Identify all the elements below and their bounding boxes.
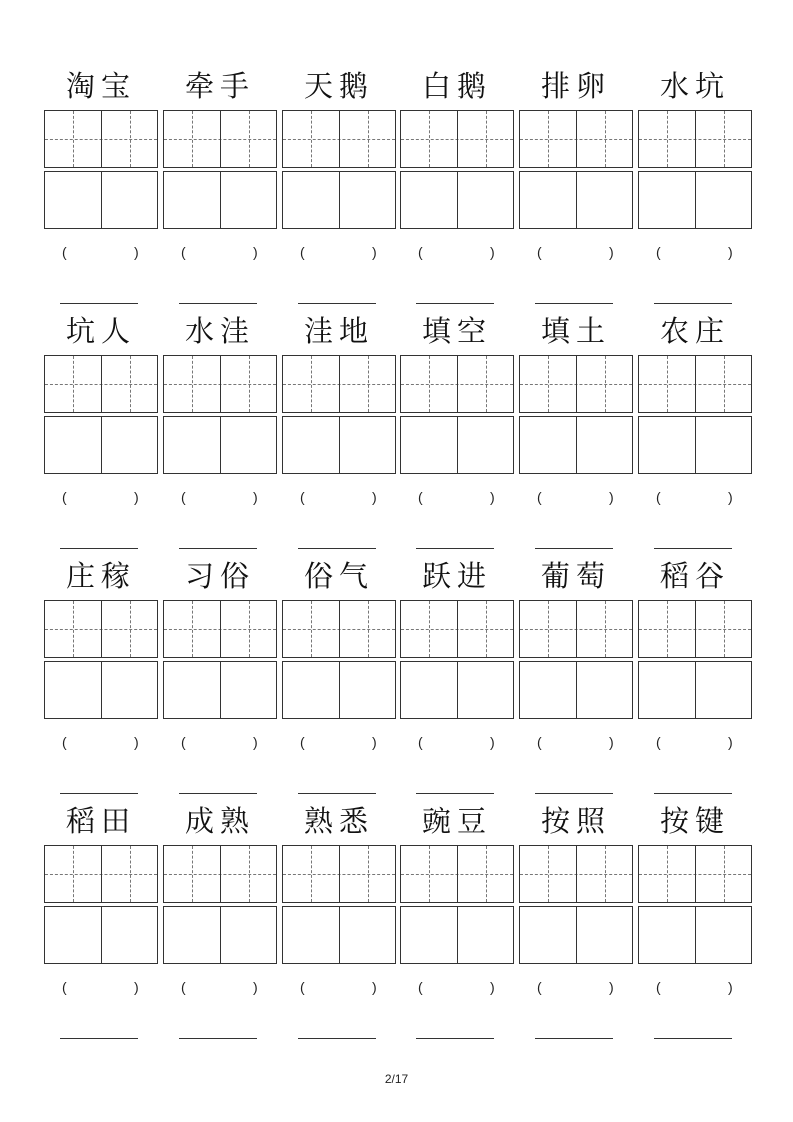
answer-blank-line[interactable] <box>654 548 732 549</box>
square-writing-grid[interactable] <box>519 661 633 719</box>
answer-blank-line[interactable] <box>60 548 138 549</box>
close-bracket: ) <box>372 489 377 505</box>
grid-divider <box>457 111 458 167</box>
square-writing-grid[interactable] <box>163 661 277 719</box>
answer-blank-line[interactable] <box>654 793 732 794</box>
word-cell <box>163 556 277 801</box>
square-writing-grid[interactable] <box>282 171 396 229</box>
close-bracket: ) <box>134 489 139 505</box>
close-bracket: ) <box>490 734 495 750</box>
answer-blank-line[interactable] <box>416 548 494 549</box>
tianzige-writing-grid[interactable] <box>163 845 277 903</box>
vocabulary-word: 稻谷 <box>659 559 730 593</box>
answer-blank-line[interactable] <box>179 1038 257 1039</box>
open-bracket: ( <box>537 734 542 750</box>
open-bracket: ( <box>181 244 186 260</box>
square-writing-grid[interactable] <box>638 906 752 964</box>
pinyin-answer-brackets[interactable] <box>44 489 158 509</box>
close-bracket: ) <box>372 979 377 995</box>
tianzige-writing-grid[interactable] <box>400 600 514 658</box>
close-bracket: ) <box>134 734 139 750</box>
word-cell <box>44 556 158 801</box>
pinyin-answer-brackets[interactable] <box>519 734 633 754</box>
close-bracket: ) <box>253 244 258 260</box>
word-cell <box>400 66 514 311</box>
square-writing-grid[interactable] <box>282 416 396 474</box>
square-writing-grid[interactable] <box>400 416 514 474</box>
grid-divider <box>339 417 340 473</box>
close-bracket: ) <box>728 489 733 505</box>
vocabulary-word: 豌豆 <box>421 804 492 838</box>
vocabulary-word: 填空 <box>421 314 492 348</box>
grid-divider <box>576 907 577 963</box>
pinyin-answer-brackets[interactable] <box>638 979 752 999</box>
open-bracket: ( <box>62 489 67 505</box>
word-cell <box>163 801 277 1046</box>
pinyin-answer-brackets[interactable] <box>400 734 514 754</box>
tianzige-writing-grid[interactable] <box>638 845 752 903</box>
tianzige-writing-grid[interactable] <box>400 845 514 903</box>
answer-blank-line[interactable] <box>654 303 732 304</box>
close-bracket: ) <box>134 244 139 260</box>
vocabulary-word: 按键 <box>659 804 730 838</box>
answer-blank-line[interactable] <box>416 793 494 794</box>
grid-divider <box>457 846 458 902</box>
grid-divider <box>576 172 577 228</box>
square-writing-grid[interactable] <box>519 906 633 964</box>
word-cell <box>282 556 396 801</box>
grid-divider <box>220 907 221 963</box>
tianzige-writing-grid[interactable] <box>282 845 396 903</box>
grid-divider <box>339 111 340 167</box>
open-bracket: ( <box>418 979 423 995</box>
answer-blank-line[interactable] <box>416 303 494 304</box>
answer-blank-line[interactable] <box>60 1038 138 1039</box>
square-writing-grid[interactable] <box>638 661 752 719</box>
page-number: 2/17 <box>384 1072 409 1086</box>
vocabulary-word: 俗气 <box>303 559 374 593</box>
grid-divider <box>695 356 696 412</box>
tianzige-writing-grid[interactable] <box>638 110 752 168</box>
word-cell <box>400 801 514 1046</box>
vocabulary-word: 白鹅 <box>421 69 492 103</box>
close-bracket: ) <box>253 979 258 995</box>
word-cell <box>282 311 396 556</box>
answer-blank-line[interactable] <box>535 1038 613 1039</box>
vocabulary-word: 习俗 <box>184 559 255 593</box>
grid-divider <box>695 111 696 167</box>
vocabulary-word: 填土 <box>540 314 611 348</box>
square-writing-grid[interactable] <box>44 171 158 229</box>
grid-divider <box>339 601 340 657</box>
grid-divider <box>220 601 221 657</box>
grid-divider <box>339 846 340 902</box>
square-writing-grid[interactable] <box>400 906 514 964</box>
open-bracket: ( <box>418 734 423 750</box>
tianzige-writing-grid[interactable] <box>282 110 396 168</box>
grid-divider <box>101 601 102 657</box>
square-writing-grid[interactable] <box>282 906 396 964</box>
grid-divider <box>457 662 458 718</box>
close-bracket: ) <box>728 979 733 995</box>
pinyin-answer-brackets[interactable] <box>163 979 277 999</box>
pinyin-answer-brackets[interactable] <box>282 489 396 509</box>
open-bracket: ( <box>656 244 661 260</box>
pinyin-answer-brackets[interactable] <box>519 979 633 999</box>
grid-divider <box>576 417 577 473</box>
vocabulary-word: 熟悉 <box>303 804 374 838</box>
vocabulary-word: 排卵 <box>540 69 611 103</box>
pinyin-answer-brackets[interactable] <box>44 979 158 999</box>
square-writing-grid[interactable] <box>44 906 158 964</box>
vocabulary-word: 坑人 <box>65 314 136 348</box>
answer-blank-line[interactable] <box>298 1038 376 1039</box>
open-bracket: ( <box>300 979 305 995</box>
grid-divider <box>339 662 340 718</box>
square-writing-grid[interactable] <box>163 906 277 964</box>
vocabulary-word: 淘宝 <box>65 69 136 103</box>
tianzige-writing-grid[interactable] <box>44 355 158 413</box>
answer-blank-line[interactable] <box>535 793 613 794</box>
pinyin-answer-brackets[interactable] <box>638 489 752 509</box>
vocabulary-word: 水坑 <box>659 69 730 103</box>
vocabulary-word: 天鹅 <box>303 69 374 103</box>
answer-blank-line[interactable] <box>298 548 376 549</box>
word-cell <box>519 801 633 1046</box>
word-cell <box>638 801 752 1046</box>
answer-blank-line[interactable] <box>179 793 257 794</box>
tianzige-writing-grid[interactable] <box>163 110 277 168</box>
tianzige-writing-grid[interactable] <box>44 600 158 658</box>
grid-divider <box>101 662 102 718</box>
word-cell <box>163 66 277 311</box>
tianzige-writing-grid[interactable] <box>519 355 633 413</box>
word-row-2 <box>44 311 756 556</box>
grid-divider <box>576 601 577 657</box>
close-bracket: ) <box>609 489 614 505</box>
vocabulary-word: 农庄 <box>659 314 730 348</box>
close-bracket: ) <box>490 979 495 995</box>
pinyin-answer-brackets[interactable] <box>163 734 277 754</box>
square-writing-grid[interactable] <box>519 416 633 474</box>
square-writing-grid[interactable] <box>638 416 752 474</box>
grid-divider <box>220 356 221 412</box>
grid-divider <box>220 417 221 473</box>
word-cell <box>519 311 633 556</box>
pinyin-answer-brackets[interactable] <box>282 244 396 264</box>
answer-blank-line[interactable] <box>535 548 613 549</box>
grid-divider <box>576 111 577 167</box>
close-bracket: ) <box>372 734 377 750</box>
tianzige-writing-grid[interactable] <box>44 845 158 903</box>
pinyin-answer-brackets[interactable] <box>519 244 633 264</box>
grid-divider <box>457 417 458 473</box>
grid-divider <box>457 172 458 228</box>
open-bracket: ( <box>537 489 542 505</box>
word-cell <box>163 311 277 556</box>
tianzige-writing-grid[interactable] <box>44 110 158 168</box>
vocabulary-word: 按照 <box>540 804 611 838</box>
tianzige-writing-grid[interactable] <box>163 600 277 658</box>
grid-divider <box>101 417 102 473</box>
grid-divider <box>457 907 458 963</box>
tianzige-writing-grid[interactable] <box>400 355 514 413</box>
vocabulary-word: 庄稼 <box>65 559 136 593</box>
open-bracket: ( <box>537 979 542 995</box>
vocabulary-word: 水洼 <box>184 314 255 348</box>
open-bracket: ( <box>418 489 423 505</box>
answer-blank-line[interactable] <box>179 548 257 549</box>
grid-divider <box>576 662 577 718</box>
grid-divider <box>576 356 577 412</box>
word-cell <box>44 66 158 311</box>
word-cell <box>638 556 752 801</box>
vocabulary-word: 稻田 <box>65 804 136 838</box>
grid-divider <box>101 111 102 167</box>
open-bracket: ( <box>181 489 186 505</box>
open-bracket: ( <box>537 244 542 260</box>
word-cell <box>44 311 158 556</box>
close-bracket: ) <box>490 244 495 260</box>
word-cell <box>400 311 514 556</box>
open-bracket: ( <box>300 734 305 750</box>
vocabulary-word: 洼地 <box>303 314 374 348</box>
square-writing-grid[interactable] <box>400 661 514 719</box>
tianzige-writing-grid[interactable] <box>400 110 514 168</box>
square-writing-grid[interactable] <box>163 416 277 474</box>
square-writing-grid[interactable] <box>282 661 396 719</box>
grid-divider <box>220 662 221 718</box>
close-bracket: ) <box>728 244 733 260</box>
word-cell <box>282 66 396 311</box>
grid-divider <box>101 846 102 902</box>
open-bracket: ( <box>300 489 305 505</box>
word-cell <box>44 801 158 1046</box>
grid-divider <box>101 172 102 228</box>
answer-blank-line[interactable] <box>416 1038 494 1039</box>
word-row-1 <box>44 66 756 311</box>
grid-divider <box>457 356 458 412</box>
grid-divider <box>339 907 340 963</box>
grid-divider <box>695 907 696 963</box>
grid-divider <box>220 172 221 228</box>
open-bracket: ( <box>62 734 67 750</box>
grid-divider <box>101 907 102 963</box>
word-row-3 <box>44 556 756 801</box>
grid-divider <box>695 601 696 657</box>
open-bracket: ( <box>418 244 423 260</box>
pinyin-answer-brackets[interactable] <box>163 244 277 264</box>
word-cell <box>400 556 514 801</box>
close-bracket: ) <box>253 734 258 750</box>
open-bracket: ( <box>656 734 661 750</box>
close-bracket: ) <box>609 734 614 750</box>
grid-divider <box>457 601 458 657</box>
word-cell <box>282 801 396 1046</box>
tianzige-writing-grid[interactable] <box>282 600 396 658</box>
square-writing-grid[interactable] <box>44 416 158 474</box>
grid-divider <box>220 111 221 167</box>
open-bracket: ( <box>62 979 67 995</box>
pinyin-answer-brackets[interactable] <box>44 734 158 754</box>
grid-divider <box>220 846 221 902</box>
grid-divider <box>339 172 340 228</box>
open-bracket: ( <box>656 979 661 995</box>
word-cell <box>638 311 752 556</box>
tianzige-writing-grid[interactable] <box>282 355 396 413</box>
answer-blank-line[interactable] <box>60 793 138 794</box>
open-bracket: ( <box>181 979 186 995</box>
close-bracket: ) <box>728 734 733 750</box>
close-bracket: ) <box>134 979 139 995</box>
answer-blank-line[interactable] <box>535 303 613 304</box>
vocabulary-word: 成熟 <box>184 804 255 838</box>
close-bracket: ) <box>253 489 258 505</box>
close-bracket: ) <box>372 244 377 260</box>
square-writing-grid[interactable] <box>44 661 158 719</box>
close-bracket: ) <box>609 979 614 995</box>
pinyin-answer-brackets[interactable] <box>638 734 752 754</box>
square-writing-grid[interactable] <box>163 171 277 229</box>
grid-divider <box>695 417 696 473</box>
grid-divider <box>695 846 696 902</box>
answer-blank-line[interactable] <box>60 303 138 304</box>
tianzige-writing-grid[interactable] <box>519 600 633 658</box>
word-cell <box>638 66 752 311</box>
pinyin-answer-brackets[interactable] <box>638 244 752 264</box>
grid-divider <box>339 356 340 412</box>
answer-blank-line[interactable] <box>298 793 376 794</box>
pinyin-answer-brackets[interactable] <box>400 489 514 509</box>
open-bracket: ( <box>300 244 305 260</box>
close-bracket: ) <box>490 489 495 505</box>
pinyin-answer-brackets[interactable] <box>44 244 158 264</box>
open-bracket: ( <box>656 489 661 505</box>
word-cell <box>519 66 633 311</box>
pinyin-answer-brackets[interactable] <box>519 489 633 509</box>
square-writing-grid[interactable] <box>519 171 633 229</box>
open-bracket: ( <box>181 734 186 750</box>
close-bracket: ) <box>609 244 614 260</box>
pinyin-answer-brackets[interactable] <box>163 489 277 509</box>
vocabulary-word: 葡萄 <box>540 559 611 593</box>
word-cell <box>519 556 633 801</box>
answer-blank-line[interactable] <box>298 303 376 304</box>
pinyin-answer-brackets[interactable] <box>400 979 514 999</box>
pinyin-answer-brackets[interactable] <box>282 734 396 754</box>
vocabulary-word: 牵手 <box>184 69 255 103</box>
tianzige-writing-grid[interactable] <box>638 600 752 658</box>
grid-divider <box>695 172 696 228</box>
grid-divider <box>695 662 696 718</box>
square-writing-grid[interactable] <box>400 171 514 229</box>
pinyin-answer-brackets[interactable] <box>400 244 514 264</box>
open-bracket: ( <box>62 244 67 260</box>
answer-blank-line[interactable] <box>654 1038 732 1039</box>
grid-divider <box>576 846 577 902</box>
pinyin-answer-brackets[interactable] <box>282 979 396 999</box>
tianzige-writing-grid[interactable] <box>519 110 633 168</box>
grid-divider <box>101 356 102 412</box>
tianzige-writing-grid[interactable] <box>163 355 277 413</box>
square-writing-grid[interactable] <box>638 171 752 229</box>
vocabulary-word: 跃进 <box>421 559 492 593</box>
tianzige-writing-grid[interactable] <box>519 845 633 903</box>
word-row-4 <box>44 801 756 1046</box>
answer-blank-line[interactable] <box>179 303 257 304</box>
tianzige-writing-grid[interactable] <box>638 355 752 413</box>
